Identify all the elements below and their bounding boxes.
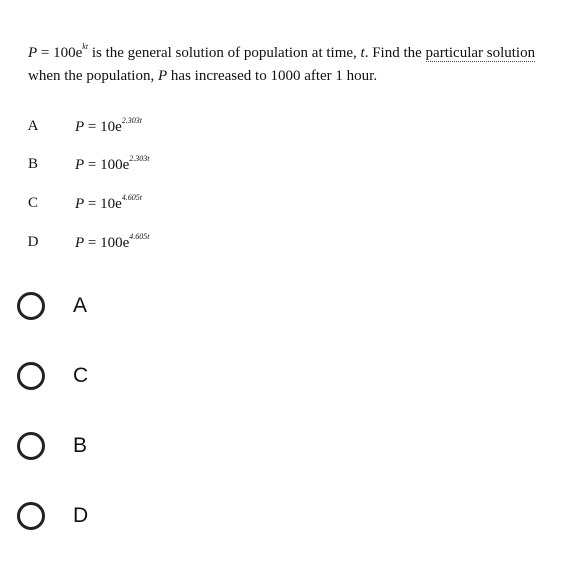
answer-label[interactable]: D [73,504,89,527]
option-formula [75,195,142,213]
var-p: P [157,68,168,84]
question-text-a: is the general solution of population at time, [88,45,361,61]
option-exponent: 2.303t [129,154,150,163]
answer-choice-c[interactable] [0,354,588,404]
option-base: = 10e [84,196,122,212]
option-row-b [0,154,588,178]
formula-lhs: P [28,45,38,61]
answer-label[interactable]: C [73,364,89,387]
answer-label[interactable]: B [73,434,88,457]
option-formula [75,118,142,136]
radio-button[interactable] [17,292,45,320]
option-exponent: 4.605t [129,232,150,241]
option-base: = 100e [84,235,130,251]
option-letter: A [27,118,39,134]
option-lhs: P [75,235,85,251]
option-row-a [0,116,588,140]
option-row-d [0,232,588,256]
question-line-1 [28,39,535,63]
option-lhs: P [75,119,85,135]
option-letter: C [27,195,38,211]
answer-label[interactable]: A [73,294,88,317]
answer-choice-a[interactable] [0,284,588,334]
option-letter: B [27,156,38,172]
radio-button[interactable] [17,432,45,460]
option-base: = 10e [84,119,122,135]
option-base: = 100e [84,157,130,173]
answer-choice-b[interactable] [0,424,588,474]
option-lhs: P [75,196,85,212]
radio-button[interactable] [17,502,45,530]
option-exponent: 4.605t [121,193,143,202]
option-formula [75,234,150,252]
question-text-d: has increased to 1000 after 1 hour. [167,68,378,84]
option-letter: D [27,234,39,250]
option-formula [75,156,150,174]
question-text-c: when the population, [28,68,158,84]
answer-choice-d[interactable] [0,494,588,544]
formula-exponent: kt [82,42,89,51]
question-text-b: . Find the [364,45,426,61]
underlined-term: particular solution [425,45,536,61]
option-exponent: 2.303t [121,116,143,125]
option-lhs: P [75,157,85,173]
question-line-2 [28,66,377,86]
question-image [0,0,588,286]
radio-button[interactable] [17,362,45,390]
formula-eq: = 100e [37,45,83,61]
var-t: t [360,45,365,61]
option-row-c [0,193,588,217]
